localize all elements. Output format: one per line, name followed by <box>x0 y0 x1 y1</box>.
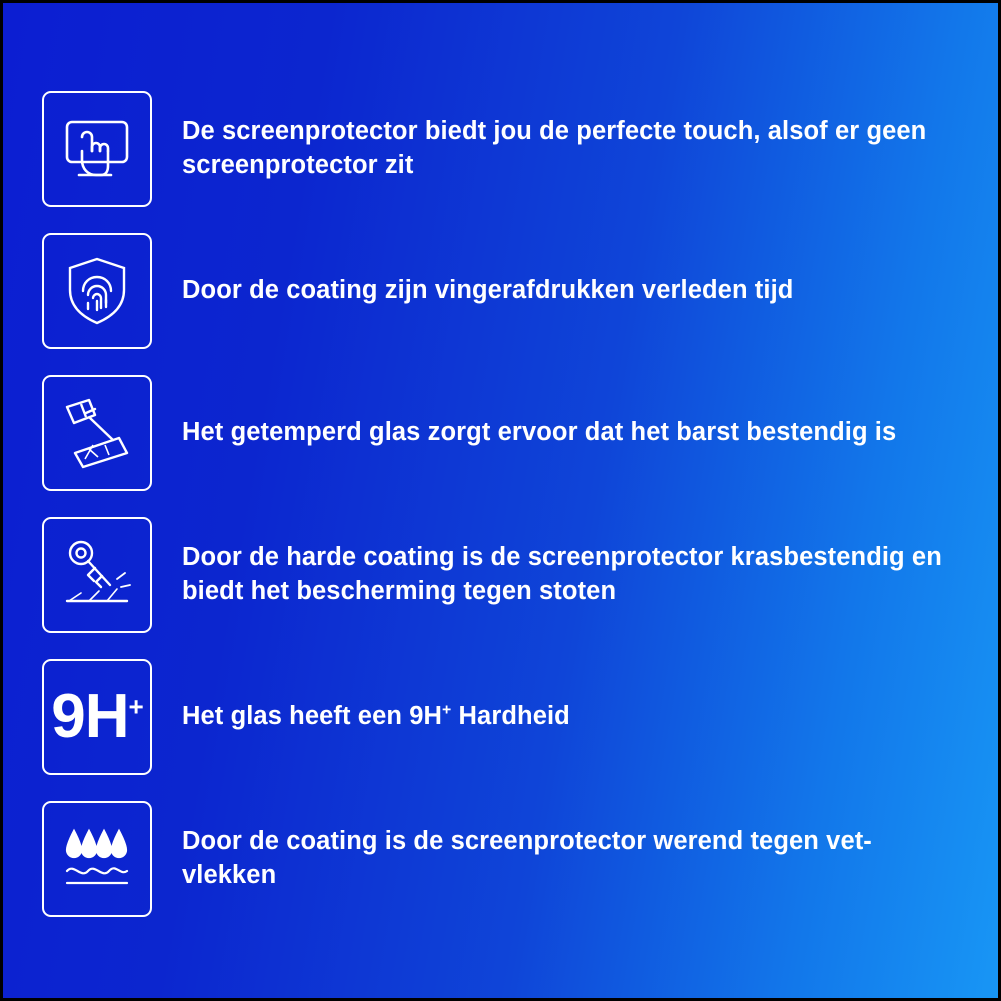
feature-item-hardness <box>42 659 952 775</box>
feature-text-before: Het glas heeft een 9H <box>182 702 443 731</box>
touch-screen-icon <box>42 91 152 207</box>
9h-hardness-icon <box>42 659 152 775</box>
feature-item-fingerprint <box>42 233 952 349</box>
feature-list <box>42 91 952 943</box>
feature-text: Door de coating zijn vingerafdrukken verleden tijd <box>182 276 794 305</box>
feature-item-tempered-glass <box>42 375 952 491</box>
feature-item-oleophobic <box>42 801 952 917</box>
feature-text <box>182 700 570 734</box>
feature-item-scratch-resistant <box>42 517 952 633</box>
feature-text: Door de harde coating is de screenprotector krasbestendig en biedt het bescherming tegen stoten <box>182 543 942 605</box>
feature-item-touch <box>42 91 952 207</box>
feature-text: Het getemperd glas zorgt ervoor dat het barst bestendig is <box>182 418 897 447</box>
water-droplets-icon <box>42 801 152 917</box>
feature-text: Door de coating is de screenprotector werend tegen vet-vlekken <box>182 827 872 889</box>
hardness-label-main: 9H <box>51 682 129 751</box>
key-scratch-icon <box>42 517 152 633</box>
feature-text-sup: + <box>442 701 452 719</box>
feature-text: De screenprotector biedt jou de perfecte touch, alsof er geen screenprotector zit <box>182 117 927 179</box>
hardness-label <box>51 682 143 751</box>
hammer-glass-icon <box>42 375 152 491</box>
feature-text-after: Hardheid <box>451 702 570 731</box>
hardness-label-sup: + <box>128 691 143 722</box>
fingerprint-shield-icon <box>42 233 152 349</box>
